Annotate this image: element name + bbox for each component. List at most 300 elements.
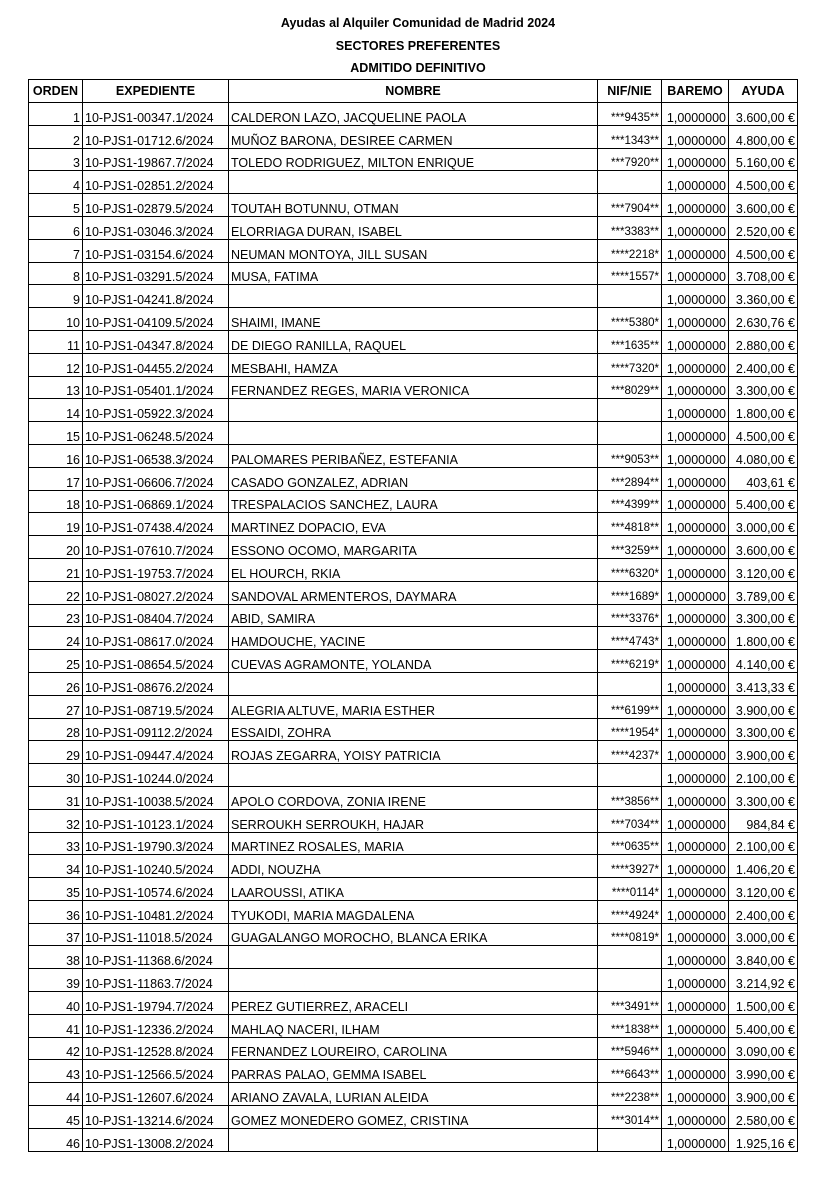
- cell-nif: ****4743*: [598, 627, 662, 650]
- cell-expediente: 10-PJS1-08404.7/2024: [83, 604, 229, 627]
- cell-baremo: 1,0000000: [662, 490, 729, 513]
- cell-expediente: 10-PJS1-05401.1/2024: [83, 376, 229, 399]
- cell-nombre: SERROUKH SERROUKH, HAJAR: [229, 809, 598, 832]
- cell-ayuda: 3.300,00 €: [729, 376, 798, 399]
- cell-orden: 26: [29, 672, 83, 695]
- cell-nif: [598, 764, 662, 787]
- cell-nif: ***2894**: [598, 467, 662, 490]
- cell-nif: ***4818**: [598, 513, 662, 536]
- column-header-nombre: NOMBRE: [229, 80, 598, 103]
- cell-orden: 17: [29, 467, 83, 490]
- cell-orden: 40: [29, 992, 83, 1015]
- cell-orden: 3: [29, 148, 83, 171]
- cell-nif: ***9053**: [598, 444, 662, 467]
- table-row: [29, 376, 798, 399]
- cell-expediente: 10-PJS1-04241.8/2024: [83, 285, 229, 308]
- table-row: [29, 855, 798, 878]
- table-row: [29, 422, 798, 445]
- cell-expediente: 10-PJS1-03291.5/2024: [83, 262, 229, 285]
- cell-orden: 7: [29, 239, 83, 262]
- cell-expediente: 10-PJS1-03154.6/2024: [83, 239, 229, 262]
- cell-nif: ****4237*: [598, 741, 662, 764]
- cell-nombre: HAMDOUCHE, YACINE: [229, 627, 598, 650]
- cell-ayuda: 3.360,00 €: [729, 285, 798, 308]
- column-header-expediente: EXPEDIENTE: [83, 80, 229, 103]
- cell-orden: 42: [29, 1037, 83, 1060]
- cell-expediente: 10-PJS1-08719.5/2024: [83, 695, 229, 718]
- table-header-row: [29, 80, 798, 103]
- document-subtitle: SECTORES PREFERENTES: [335, 38, 501, 53]
- cell-ayuda: 3.300,00 €: [729, 718, 798, 741]
- cell-nombre: SHAIMI, IMANE: [229, 308, 598, 331]
- cell-expediente: 10-PJS1-12566.5/2024: [83, 1060, 229, 1083]
- cell-baremo: 1,0000000: [662, 1106, 729, 1129]
- cell-expediente: 10-PJS1-07610.7/2024: [83, 536, 229, 559]
- cell-nif: ***0635**: [598, 832, 662, 855]
- cell-nif: ****0114*: [598, 878, 662, 901]
- cell-ayuda: 2.580,00 €: [729, 1106, 798, 1129]
- cell-ayuda: 3.413,33 €: [729, 672, 798, 695]
- cell-nif: [598, 946, 662, 969]
- cell-expediente: 10-PJS1-10244.0/2024: [83, 764, 229, 787]
- cell-orden: 27: [29, 695, 83, 718]
- cell-baremo: 1,0000000: [662, 1128, 729, 1151]
- cell-expediente: 10-PJS1-09447.4/2024: [83, 741, 229, 764]
- cell-nif: ***3856**: [598, 786, 662, 809]
- cell-baremo: 1,0000000: [662, 672, 729, 695]
- table-row: [29, 490, 798, 513]
- cell-orden: 5: [29, 194, 83, 217]
- cell-expediente: 10-PJS1-13214.6/2024: [83, 1106, 229, 1129]
- cell-nif: ****3927*: [598, 855, 662, 878]
- cell-expediente: 10-PJS1-01712.6/2024: [83, 125, 229, 148]
- cell-nif: ***1838**: [598, 1014, 662, 1037]
- cell-ayuda: 2.400,00 €: [729, 353, 798, 376]
- table-row: [29, 513, 798, 536]
- cell-nombre: DE DIEGO RANILLA, RAQUEL: [229, 330, 598, 353]
- cell-nombre: FERNANDEZ REGES, MARIA VERONICA: [229, 376, 598, 399]
- cell-orden: 16: [29, 444, 83, 467]
- cell-expediente: 10-PJS1-02879.5/2024: [83, 194, 229, 217]
- column-header-ayuda: AYUDA: [729, 80, 798, 103]
- table-row: [29, 262, 798, 285]
- cell-nif: ***6199**: [598, 695, 662, 718]
- cell-baremo: 1,0000000: [662, 103, 729, 126]
- cell-nombre: ESSONO OCOMO, MARGARITA: [229, 536, 598, 559]
- table-row: [29, 194, 798, 217]
- cell-nif: ***7920**: [598, 148, 662, 171]
- cell-orden: 24: [29, 627, 83, 650]
- cell-orden: 14: [29, 399, 83, 422]
- cell-orden: 25: [29, 650, 83, 673]
- table-row: [29, 923, 798, 946]
- cell-ayuda: 3.120,00 €: [729, 558, 798, 581]
- cell-orden: 31: [29, 786, 83, 809]
- cell-orden: 15: [29, 422, 83, 445]
- table-row: [29, 171, 798, 194]
- cell-nombre: [229, 764, 598, 787]
- cell-orden: 11: [29, 330, 83, 353]
- cell-orden: 46: [29, 1128, 83, 1151]
- cell-expediente: 10-PJS1-13008.2/2024: [83, 1128, 229, 1151]
- cell-expediente: 10-PJS1-12336.2/2024: [83, 1014, 229, 1037]
- cell-nombre: [229, 422, 598, 445]
- cell-ayuda: 2.880,00 €: [729, 330, 798, 353]
- cell-expediente: 10-PJS1-11863.7/2024: [83, 969, 229, 992]
- cell-orden: 9: [29, 285, 83, 308]
- cell-expediente: 10-PJS1-19867.7/2024: [83, 148, 229, 171]
- cell-expediente: 10-PJS1-00347.1/2024: [83, 103, 229, 126]
- cell-orden: 20: [29, 536, 83, 559]
- table-row: [29, 1014, 798, 1037]
- cell-baremo: 1,0000000: [662, 125, 729, 148]
- cell-ayuda: 2.630,76 €: [729, 308, 798, 331]
- table-row: [29, 969, 798, 992]
- cell-nombre: ROJAS ZEGARRA, YOISY PATRICIA: [229, 741, 598, 764]
- cell-nombre: SANDOVAL ARMENTEROS, DAYMARA: [229, 581, 598, 604]
- cell-expediente: 10-PJS1-04347.8/2024: [83, 330, 229, 353]
- cell-nombre: LAAROUSSI, ATIKA: [229, 878, 598, 901]
- cell-nif: ***1343**: [598, 125, 662, 148]
- cell-nif: [598, 969, 662, 992]
- cell-ayuda: 3.600,00 €: [729, 194, 798, 217]
- cell-nif: ***3014**: [598, 1106, 662, 1129]
- cell-expediente: 10-PJS1-08617.0/2024: [83, 627, 229, 650]
- cell-ayuda: 5.160,00 €: [729, 148, 798, 171]
- table-row: [29, 946, 798, 969]
- cell-nif: ****3376*: [598, 604, 662, 627]
- cell-ayuda: 2.400,00 €: [729, 900, 798, 923]
- cell-baremo: 1,0000000: [662, 718, 729, 741]
- table-row: [29, 148, 798, 171]
- cell-baremo: 1,0000000: [662, 1060, 729, 1083]
- cell-nombre: NEUMAN MONTOYA, JILL SUSAN: [229, 239, 598, 262]
- table-body: [29, 103, 798, 1152]
- cell-nombre: ESSAIDI, ZOHRA: [229, 718, 598, 741]
- cell-nombre: [229, 969, 598, 992]
- cell-baremo: 1,0000000: [662, 581, 729, 604]
- cell-expediente: 10-PJS1-06869.1/2024: [83, 490, 229, 513]
- cell-ayuda: 3.000,00 €: [729, 513, 798, 536]
- cell-baremo: 1,0000000: [662, 832, 729, 855]
- cell-nif: ***3491**: [598, 992, 662, 1015]
- table-row: [29, 992, 798, 1015]
- cell-baremo: 1,0000000: [662, 695, 729, 718]
- cell-ayuda: 2.100,00 €: [729, 832, 798, 855]
- table-row: [29, 308, 798, 331]
- cell-baremo: 1,0000000: [662, 1037, 729, 1060]
- table-row: [29, 581, 798, 604]
- cell-orden: 8: [29, 262, 83, 285]
- cell-orden: 2: [29, 125, 83, 148]
- cell-nombre: CUEVAS AGRAMONTE, YOLANDA: [229, 650, 598, 673]
- cell-baremo: 1,0000000: [662, 900, 729, 923]
- cell-ayuda: 3.000,00 €: [729, 923, 798, 946]
- cell-baremo: 1,0000000: [662, 764, 729, 787]
- cell-baremo: 1,0000000: [662, 308, 729, 331]
- cell-expediente: 10-PJS1-04455.2/2024: [83, 353, 229, 376]
- document-title: Ayudas al Alquiler Comunidad de Madrid 2024: [280, 16, 556, 30]
- cell-ayuda: 3.990,00 €: [729, 1060, 798, 1083]
- cell-orden: 29: [29, 741, 83, 764]
- cell-nif: ***4399**: [598, 490, 662, 513]
- cell-orden: 41: [29, 1014, 83, 1037]
- cell-expediente: 10-PJS1-03046.3/2024: [83, 216, 229, 239]
- cell-ayuda: 3.214,92 €: [729, 969, 798, 992]
- cell-orden: 30: [29, 764, 83, 787]
- cell-nombre: CALDERON LAZO, JACQUELINE PAOLA: [229, 103, 598, 126]
- cell-orden: 1: [29, 103, 83, 126]
- cell-orden: 34: [29, 855, 83, 878]
- cell-expediente: 10-PJS1-10123.1/2024: [83, 809, 229, 832]
- cell-nombre: APOLO CORDOVA, ZONIA IRENE: [229, 786, 598, 809]
- cell-nombre: MUSA, FATIMA: [229, 262, 598, 285]
- cell-orden: 38: [29, 946, 83, 969]
- table-row: [29, 1060, 798, 1083]
- cell-orden: 18: [29, 490, 83, 513]
- cell-ayuda: 403,61 €: [729, 467, 798, 490]
- table-row: [29, 536, 798, 559]
- table-row: [29, 353, 798, 376]
- cell-baremo: 1,0000000: [662, 1083, 729, 1106]
- table-row: [29, 627, 798, 650]
- cell-expediente: 10-PJS1-06538.3/2024: [83, 444, 229, 467]
- cell-ayuda: 4.080,00 €: [729, 444, 798, 467]
- cell-ayuda: 1.406,20 €: [729, 855, 798, 878]
- cell-nombre: ADDI, NOUZHA: [229, 855, 598, 878]
- table-row: [29, 900, 798, 923]
- cell-ayuda: 4.500,00 €: [729, 422, 798, 445]
- cell-ayuda: 3.600,00 €: [729, 536, 798, 559]
- cell-nombre: MARTINEZ ROSALES, MARIA: [229, 832, 598, 855]
- cell-nif: [598, 285, 662, 308]
- cell-baremo: 1,0000000: [662, 809, 729, 832]
- table-row: [29, 103, 798, 126]
- cell-expediente: 10-PJS1-19794.7/2024: [83, 992, 229, 1015]
- cell-ayuda: 4.800,00 €: [729, 125, 798, 148]
- cell-nif: ****5380*: [598, 308, 662, 331]
- cell-orden: 33: [29, 832, 83, 855]
- cell-expediente: 10-PJS1-10240.5/2024: [83, 855, 229, 878]
- cell-orden: 45: [29, 1106, 83, 1129]
- cell-baremo: 1,0000000: [662, 444, 729, 467]
- cell-baremo: 1,0000000: [662, 604, 729, 627]
- table-row: [29, 809, 798, 832]
- cell-nombre: TOLEDO RODRIGUEZ, MILTON ENRIQUE: [229, 148, 598, 171]
- cell-ayuda: 3.600,00 €: [729, 103, 798, 126]
- cell-expediente: 10-PJS1-08676.2/2024: [83, 672, 229, 695]
- cell-expediente: 10-PJS1-05922.3/2024: [83, 399, 229, 422]
- cell-nombre: GUAGALANGO MOROCHO, BLANCA ERIKA: [229, 923, 598, 946]
- cell-orden: 44: [29, 1083, 83, 1106]
- cell-nif: [598, 1128, 662, 1151]
- cell-ayuda: 1.500,00 €: [729, 992, 798, 1015]
- cell-nif: ***3259**: [598, 536, 662, 559]
- cell-nombre: [229, 1128, 598, 1151]
- cell-baremo: 1,0000000: [662, 878, 729, 901]
- document-header: [0, 12, 824, 80]
- cell-expediente: 10-PJS1-12528.8/2024: [83, 1037, 229, 1060]
- cell-baremo: 1,0000000: [662, 992, 729, 1015]
- cell-baremo: 1,0000000: [662, 741, 729, 764]
- cell-ayuda: 3.300,00 €: [729, 786, 798, 809]
- table-row: [29, 125, 798, 148]
- cell-expediente: 10-PJS1-10038.5/2024: [83, 786, 229, 809]
- cell-nombre: GOMEZ MONEDERO GOMEZ, CRISTINA: [229, 1106, 598, 1129]
- table-row: [29, 741, 798, 764]
- cell-expediente: 10-PJS1-06248.5/2024: [83, 422, 229, 445]
- cell-orden: 37: [29, 923, 83, 946]
- cell-orden: 43: [29, 1060, 83, 1083]
- cell-ayuda: 3.708,00 €: [729, 262, 798, 285]
- cell-nombre: MUÑOZ BARONA, DESIREE CARMEN: [229, 125, 598, 148]
- cell-baremo: 1,0000000: [662, 969, 729, 992]
- column-header-orden: ORDEN: [29, 80, 83, 103]
- cell-nombre: PALOMARES PERIBAÑEZ, ESTEFANIA: [229, 444, 598, 467]
- table-row: [29, 832, 798, 855]
- cell-nombre: TRESPALACIOS SANCHEZ, LAURA: [229, 490, 598, 513]
- cell-ayuda: 1.800,00 €: [729, 627, 798, 650]
- cell-baremo: 1,0000000: [662, 558, 729, 581]
- cell-nif: [598, 422, 662, 445]
- cell-ayuda: 3.300,00 €: [729, 604, 798, 627]
- cell-baremo: 1,0000000: [662, 650, 729, 673]
- cell-nif: ****1954*: [598, 718, 662, 741]
- table-row: [29, 216, 798, 239]
- document-status: ADMITIDO DEFINITIVO: [350, 61, 486, 75]
- table-row: [29, 558, 798, 581]
- cell-ayuda: 3.840,00 €: [729, 946, 798, 969]
- cell-baremo: 1,0000000: [662, 194, 729, 217]
- cell-ayuda: 2.520,00 €: [729, 216, 798, 239]
- cell-nif: ****6320*: [598, 558, 662, 581]
- table-row: [29, 1106, 798, 1129]
- cell-baremo: 1,0000000: [662, 216, 729, 239]
- table-row: [29, 1083, 798, 1106]
- cell-baremo: 1,0000000: [662, 513, 729, 536]
- cell-orden: 21: [29, 558, 83, 581]
- table-row: [29, 695, 798, 718]
- column-header-baremo: BAREMO: [662, 80, 729, 103]
- cell-nif: ****2218*: [598, 239, 662, 262]
- cell-orden: 22: [29, 581, 83, 604]
- cell-nif: ***3383**: [598, 216, 662, 239]
- cell-ayuda: 1.925,16 €: [729, 1128, 798, 1151]
- cell-nombre: MARTINEZ DOPACIO, EVA: [229, 513, 598, 536]
- cell-expediente: 10-PJS1-08027.2/2024: [83, 581, 229, 604]
- cell-orden: 6: [29, 216, 83, 239]
- cell-expediente: 10-PJS1-02851.2/2024: [83, 171, 229, 194]
- column-header-nif: NIF/NIE: [598, 80, 662, 103]
- cell-nif: [598, 672, 662, 695]
- cell-nif: [598, 171, 662, 194]
- cell-nif: ***7904**: [598, 194, 662, 217]
- cell-nombre: PEREZ GUTIERREZ, ARACELI: [229, 992, 598, 1015]
- cell-nombre: EL HOURCH, RKIA: [229, 558, 598, 581]
- table-row: [29, 330, 798, 353]
- cell-orden: 36: [29, 900, 83, 923]
- cell-baremo: 1,0000000: [662, 399, 729, 422]
- cell-ayuda: 3.900,00 €: [729, 1083, 798, 1106]
- cell-expediente: 10-PJS1-04109.5/2024: [83, 308, 229, 331]
- cell-orden: 28: [29, 718, 83, 741]
- cell-baremo: 1,0000000: [662, 239, 729, 262]
- table-row: [29, 444, 798, 467]
- cell-nombre: [229, 285, 598, 308]
- cell-nif: ***1635**: [598, 330, 662, 353]
- cell-nif: ****0819*: [598, 923, 662, 946]
- cell-expediente: 10-PJS1-11018.5/2024: [83, 923, 229, 946]
- cell-ayuda: 984,84 €: [729, 809, 798, 832]
- cell-orden: 4: [29, 171, 83, 194]
- cell-expediente: 10-PJS1-08654.5/2024: [83, 650, 229, 673]
- cell-ayuda: 2.100,00 €: [729, 764, 798, 787]
- cell-expediente: 10-PJS1-07438.4/2024: [83, 513, 229, 536]
- cell-baremo: 1,0000000: [662, 330, 729, 353]
- table-row: [29, 650, 798, 673]
- table-row: [29, 764, 798, 787]
- table-row: [29, 718, 798, 741]
- table-row: [29, 604, 798, 627]
- cell-nombre: PARRAS PALAO, GEMMA ISABEL: [229, 1060, 598, 1083]
- cell-nombre: ELORRIAGA DURAN, ISABEL: [229, 216, 598, 239]
- cell-nombre: TYUKODI, MARIA MAGDALENA: [229, 900, 598, 923]
- cell-nif: ***2238**: [598, 1083, 662, 1106]
- cell-baremo: 1,0000000: [662, 923, 729, 946]
- cell-nombre: ABID, SAMIRA: [229, 604, 598, 627]
- cell-nombre: ALEGRIA ALTUVE, MARIA ESTHER: [229, 695, 598, 718]
- table-row: [29, 467, 798, 490]
- cell-baremo: 1,0000000: [662, 467, 729, 490]
- cell-baremo: 1,0000000: [662, 946, 729, 969]
- cell-ayuda: 5.400,00 €: [729, 490, 798, 513]
- cell-ayuda: 4.500,00 €: [729, 171, 798, 194]
- cell-nif: ****4924*: [598, 900, 662, 923]
- cell-orden: 13: [29, 376, 83, 399]
- cell-baremo: 1,0000000: [662, 376, 729, 399]
- cell-expediente: 10-PJS1-19790.3/2024: [83, 832, 229, 855]
- cell-baremo: 1,0000000: [662, 171, 729, 194]
- cell-orden: 10: [29, 308, 83, 331]
- cell-nombre: ARIANO ZAVALA, LURIAN ALEIDA: [229, 1083, 598, 1106]
- cell-expediente: 10-PJS1-10481.2/2024: [83, 900, 229, 923]
- table-row: [29, 399, 798, 422]
- cell-expediente: 10-PJS1-06606.7/2024: [83, 467, 229, 490]
- cell-nombre: MESBAHI, HAMZA: [229, 353, 598, 376]
- cell-nombre: [229, 171, 598, 194]
- cell-nif: ****7320*: [598, 353, 662, 376]
- cell-expediente: 10-PJS1-10574.6/2024: [83, 878, 229, 901]
- cell-orden: 32: [29, 809, 83, 832]
- cell-nombre: FERNANDEZ LOUREIRO, CAROLINA: [229, 1037, 598, 1060]
- cell-ayuda: 3.900,00 €: [729, 695, 798, 718]
- cell-baremo: 1,0000000: [662, 262, 729, 285]
- cell-baremo: 1,0000000: [662, 148, 729, 171]
- cell-baremo: 1,0000000: [662, 627, 729, 650]
- cell-orden: 35: [29, 878, 83, 901]
- cell-nombre: CASADO GONZALEZ, ADRIAN: [229, 467, 598, 490]
- cell-nif: ****6219*: [598, 650, 662, 673]
- cell-nif: ***9435**: [598, 103, 662, 126]
- cell-baremo: 1,0000000: [662, 855, 729, 878]
- cell-ayuda: 4.500,00 €: [729, 239, 798, 262]
- table-row: [29, 1037, 798, 1060]
- cell-baremo: 1,0000000: [662, 422, 729, 445]
- cell-orden: 12: [29, 353, 83, 376]
- beneficiaries-table: [28, 79, 798, 1152]
- cell-expediente: 10-PJS1-09112.2/2024: [83, 718, 229, 741]
- cell-ayuda: 3.120,00 €: [729, 878, 798, 901]
